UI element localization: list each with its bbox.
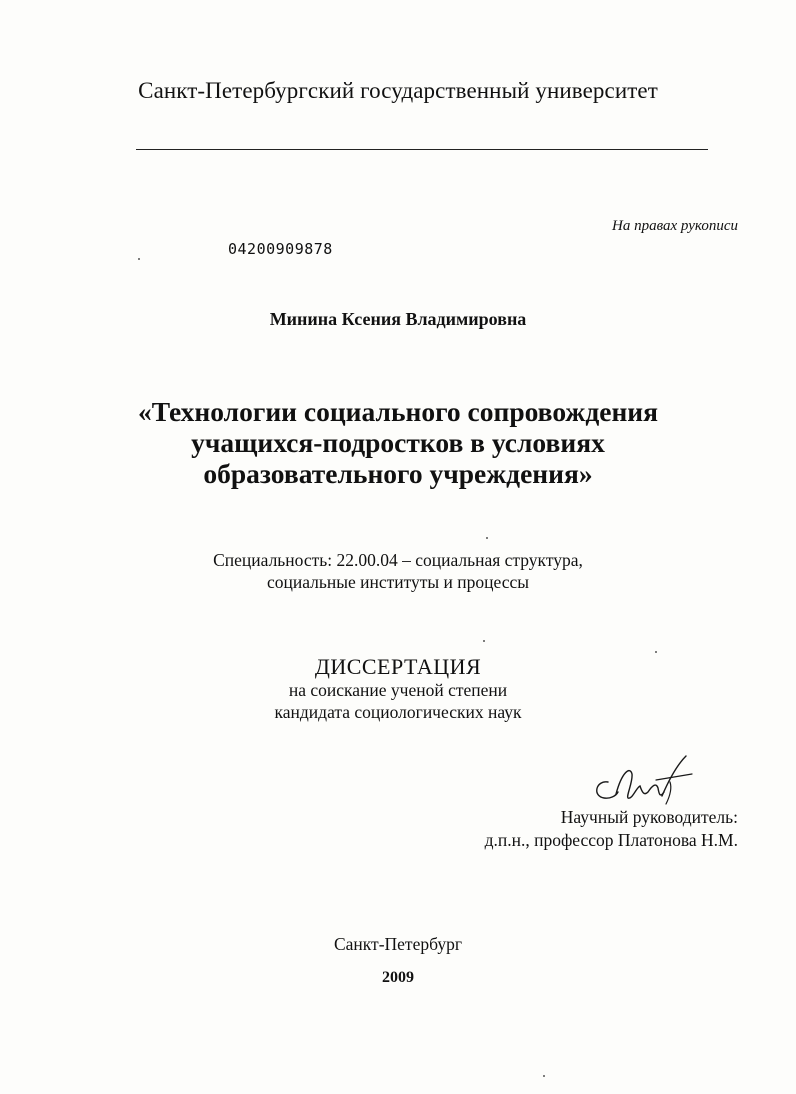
author-name: Минина Ксения Владимировна: [269, 309, 527, 329]
signature-image: [586, 752, 696, 808]
scan-speck: [655, 651, 657, 653]
degree-line: кандидата социологических наук: [274, 702, 522, 722]
city-name: Санкт-Петербург: [333, 934, 463, 954]
scan-speck: [543, 1075, 545, 1077]
specialty-line: Специальность: 22.00.04 – социальная структура,: [213, 550, 583, 570]
scan-speck: [486, 537, 488, 539]
dissertation-heading: ДИССЕРТАЦИЯ: [314, 654, 482, 679]
title-line: образовательного учреждения»: [203, 458, 593, 489]
year: 2009: [382, 969, 414, 986]
specialty-line: социальные институты и процессы: [266, 572, 530, 592]
supervisor-line: д.п.н., профессор Платонова Н.М.: [484, 830, 738, 850]
degree-description: [0, 679, 796, 723]
header-rule: [136, 149, 708, 150]
stamp-number: 04200909878: [228, 240, 333, 258]
title-line: «Технологии социального сопровождения: [137, 396, 659, 427]
degree-line: на соискание ученой степени: [288, 680, 508, 700]
scan-speck: [483, 640, 485, 642]
title-line: учащихся-подростков в условиях: [191, 427, 605, 458]
scan-speck: [138, 258, 140, 260]
supervisor-block: [485, 806, 738, 852]
university-name: Санкт-Петербургский государственный университет: [138, 78, 658, 103]
manuscript-note: На правах рукописи: [612, 218, 738, 234]
dissertation-title: [0, 396, 796, 489]
supervisor-line: Научный руководитель:: [560, 807, 738, 827]
specialty: [0, 549, 796, 593]
